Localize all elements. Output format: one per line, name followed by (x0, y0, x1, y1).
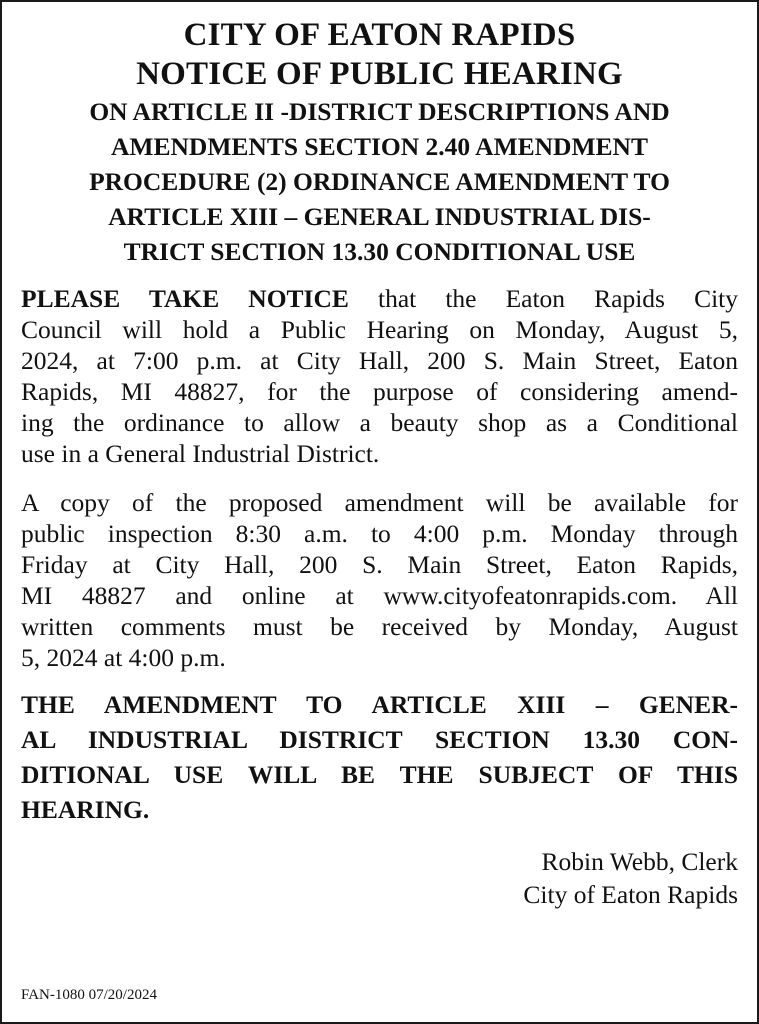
subject-paragraph (21, 687, 738, 827)
subtitle-line: TRICT SECTION 13.30 CONDITIONAL USE (123, 237, 636, 266)
paragraph-line: written comments must be received by Monday, August (21, 612, 738, 641)
title-line-city: CITY OF EATON RAPIDS (183, 17, 576, 53)
notice-body (2, 2, 757, 911)
lead-line-rest: that the Eaton Rapids City (348, 284, 738, 313)
paragraph-line (21, 283, 738, 314)
paragraph-line: ing the ordinance to allow a beauty shop as a Conditional (21, 408, 738, 437)
subtitle-line: ON ARTICLE II -DISTRICT DESCRIPTIONS AND (89, 97, 670, 126)
paragraph-line: Friday at City Hall, 200 S. Main Street, Eaton Rapids, (21, 550, 738, 579)
paragraph-line: Council will hold a Public Hearing on Monday, August 5, (21, 315, 738, 344)
subtitle-line: ARTICLE XIII – GENERAL INDUSTRIAL DIS- (108, 202, 651, 231)
paragraph-line: HEARING. (21, 795, 150, 824)
signer-name: Robin Webb, Clerk (541, 847, 738, 876)
paragraph-line: 5, 2024 at 4:00 p.m. (21, 643, 226, 672)
paragraph-line: THE AMENDMENT TO ARTICLE XIII – GENER- (21, 690, 738, 719)
title-line-notice: NOTICE OF PUBLIC HEARING (136, 56, 623, 92)
paragraph-line: 2024, at 7:00 p.m. at City Hall, 200 S. Main Street, Eaton (21, 346, 738, 375)
inspection-paragraph (21, 487, 738, 673)
hearing-paragraph (21, 283, 738, 469)
paragraph-line: public inspection 8:30 a.m. to 4:00 p.m. Monday through (21, 519, 738, 548)
subtitle-line: AMENDMENTS SECTION 2.40 AMENDMENT (111, 132, 648, 161)
subtitle-line: PROCEDURE (2) ORDINANCE AMENDMENT TO (89, 167, 670, 196)
paragraph-line: A copy of the proposed amendment will be available for (21, 488, 738, 517)
publication-code: FAN-1080 07/20/2024 (21, 987, 157, 1003)
paragraph-line: Rapids, MI 48827, for the purpose of considering amend- (21, 377, 738, 406)
paragraph-line: MI 48827 and online at www.cityofeatonrapids.com. All (21, 581, 738, 610)
please-take-notice-lead: PLEASE TAKE NOTICE (21, 284, 349, 313)
notice-title (21, 16, 738, 94)
paragraph-line: DITIONAL USE WILL BE THE SUBJECT OF THIS (21, 760, 738, 789)
paragraph-line: AL INDUSTRIAL DISTRICT SECTION 13.30 CON- (21, 725, 738, 754)
paragraph-line: use in a General Industrial District. (21, 439, 380, 468)
notice-subtitle (21, 94, 738, 269)
signer-organization: City of Eaton Rapids (523, 880, 738, 909)
signature-block (21, 845, 738, 911)
